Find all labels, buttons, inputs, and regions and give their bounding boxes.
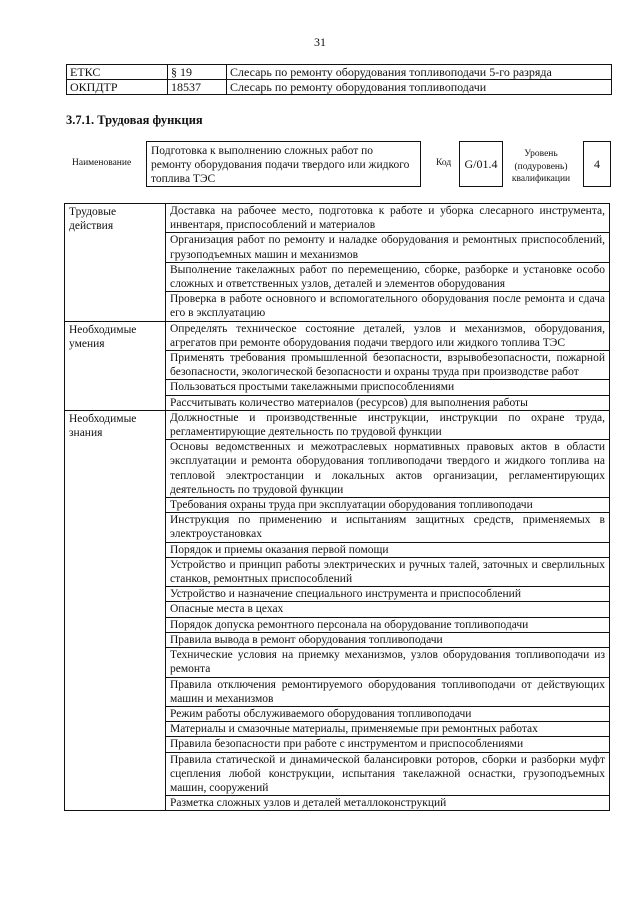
code-row-etks: [67, 65, 612, 80]
list-item: Устройство и принцип работы электрических и ручных талей, заточных и сверлильных станков, ремонтных приспособлений: [166, 557, 610, 586]
function-code: G/01.4: [459, 141, 503, 187]
classifier-cell: ОКПДТР: [67, 80, 168, 95]
list-item: Инструкция по применению и испытаниям защитных средств, применяемых в электроустановках: [166, 513, 610, 542]
list-item: Правила отключения ремонтируемого оборудования топливоподачи от действующих машин и механизмов: [166, 677, 610, 706]
list-item: Пользоваться простыми такелажными приспособлениями: [166, 380, 610, 395]
function-name: Подготовка к выполнению сложных работ по ремонту оборудования подачи твердого или жидкого топлива ТЭС: [146, 141, 421, 187]
page-number: 31: [314, 35, 326, 49]
list-item: Правила безопасности при работе с инструментом и приспособлениями: [166, 737, 610, 752]
section-title: 3.7.1. Трудовая функция: [66, 113, 203, 127]
list-item: Материалы и смазочные материалы, применяемые при ремонтных работах: [166, 722, 610, 737]
function-table: [64, 203, 610, 811]
list-item: Технические условия на приемку механизмов, узлов оборудования топливоподачи из ремонта: [166, 648, 610, 677]
name-label: Наименование: [72, 158, 132, 168]
code-row-okpdtr: [67, 80, 612, 95]
list-item: Опасные места в цехах: [166, 602, 610, 617]
category-required-knowledge: Необходимые знания: [65, 410, 166, 810]
table-row: [65, 410, 610, 439]
list-item: Режим работы обслуживаемого оборудования топливоподачи: [166, 706, 610, 721]
list-item: Требования охраны труда при эксплуатации оборудования топливоподачи: [166, 498, 610, 513]
table-row: [65, 321, 610, 350]
codes-table: [66, 64, 612, 95]
function-table-body: [65, 204, 610, 811]
category-labor-actions: Трудовые действия: [65, 204, 166, 322]
list-item: Проверка в работе основного и вспомогательного оборудования после ремонта и сдача его в эксплуатацию: [166, 292, 610, 321]
level-label: Уровень (подуровень) квалификации: [511, 149, 571, 184]
list-item: Правила статической и динамической балансировки роторов, сборки и разборки муфт сцепления любой конструкции, испытания такелажной оснастки, грузоподъемных машин, сооружений: [166, 752, 610, 796]
table-row: [65, 204, 610, 233]
list-item: Применять требования промышленной безопасности, взрывобезопасности, пожарной безопасности, экологической безопасности и охраны труда при производстве работ: [166, 351, 610, 380]
list-item: Порядок допуска ремонтного персонала на оборудование топливоподачи: [166, 617, 610, 632]
title-cell: Слесарь по ремонту оборудования топливоподачи 5-го разряда: [227, 65, 612, 80]
list-item: Основы ведомственных и межотраслевых нормативных правовых актов в области эксплуатации и ремонта оборудования топливоподачи твердого и жидкого топлива на тепловой электростанции и локальных актов организации, регламентирующих деятельность по трудовой функции: [166, 440, 610, 498]
code-cell: 18537: [168, 80, 227, 95]
code-label: Код: [436, 158, 452, 168]
list-item: Доставка на рабочее место, подготовка к работе и уборка слесарного инструмента, инвентаря, приспособлений и материалов: [166, 204, 610, 233]
category-required-skills: Необходимые умения: [65, 321, 166, 410]
list-item: Рассчитывать количество материалов (ресурсов) для выполнения работы: [166, 395, 610, 410]
list-item: Выполнение такелажных работ по перемещению, сборке, разборке и установке особо сложных и ответственных узлов, деталей и элементов оборудования: [166, 262, 610, 291]
list-item: Определять техническое состояние деталей, узлов и механизмов, оборудования, агрегатов при ремонте оборудования подачи твердого или жидкого топлива ТЭС: [166, 321, 610, 350]
code-cell: § 19: [168, 65, 227, 80]
list-item: Должностные и производственные инструкции, инструкции по охране труда, регламентирующие деятельность по трудовой функции: [166, 410, 610, 439]
function-level: 4: [583, 141, 611, 187]
title-cell: Слесарь по ремонту оборудования топливоподачи: [227, 80, 612, 95]
list-item: Разметка сложных узлов и деталей металлоконструкций: [166, 796, 610, 811]
list-item: Устройство и назначение специального инструмента и приспособлений: [166, 587, 610, 602]
list-item: Организация работ по ремонту и наладке оборудования и ремонтных приспособлений, грузоподъемных машин и механизмов: [166, 233, 610, 262]
list-item: Порядок и приемы оказания первой помощи: [166, 542, 610, 557]
classifier-cell: ЕТКС: [67, 65, 168, 80]
list-item: Правила вывода в ремонт оборудования топливоподачи: [166, 632, 610, 647]
